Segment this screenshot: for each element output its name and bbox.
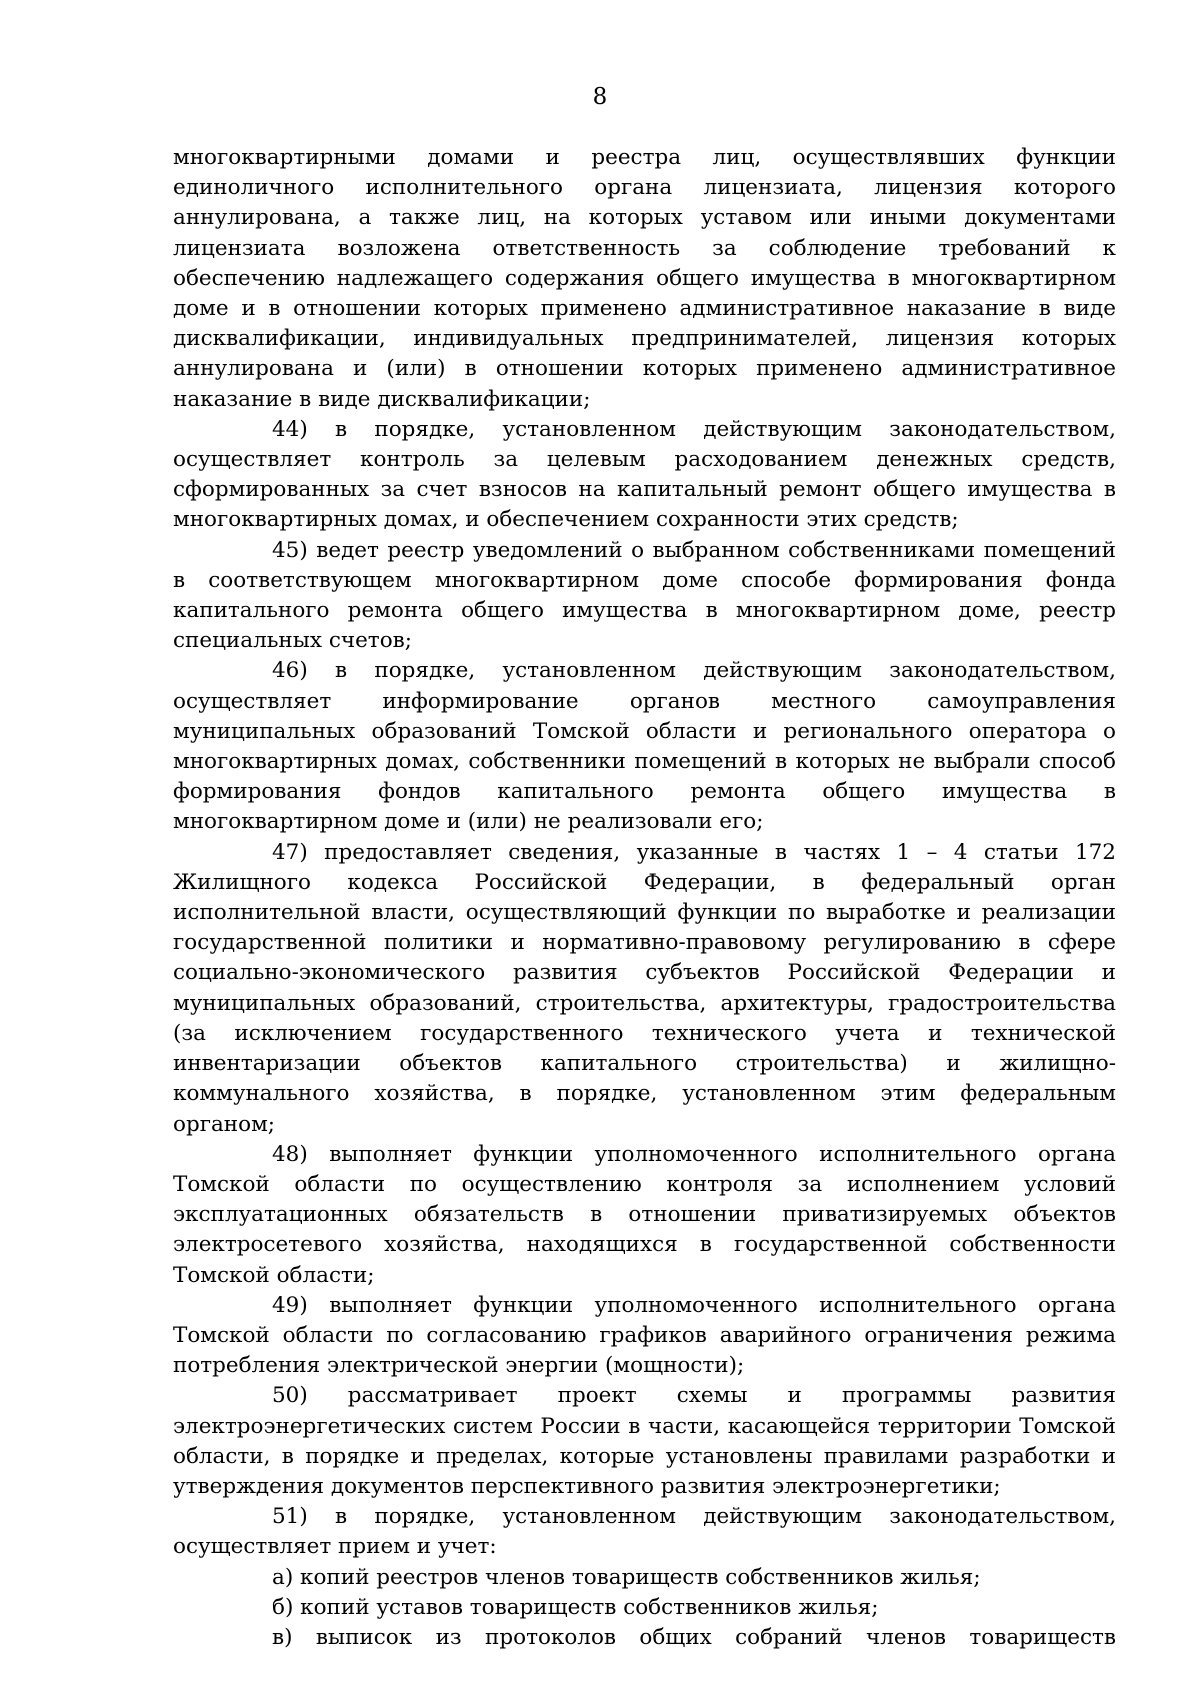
- paragraph-item-51: 51) в порядке, установленном действующим законодательством, осуществляет прием и учет:: [173, 1504, 1116, 1560]
- paragraph-item-46: 46) в порядке, установленном действующим законодательством, осуществляет информирование органов местного самоуправления муниципальных образований Томской области и регионального оператора о многоквартирных домах, собственники помещений в которых не выбрали способ формирования фондов капитального ремонта общего имущества в многоквартирном доме и (или) не реализовали его;: [173, 658, 1116, 835]
- paragraph-item-50: 50) рассматривает проект схемы и программы развития электроэнергетических систем России в части, касающейся территории Томской области, в порядке и пределах, которые установлены правилами разработки и утверждения документов перспективного развития электроэнергетики;: [173, 1383, 1116, 1499]
- paragraph-subitem-v: в) выписок из протоколов общих собраний членов товариществ: [272, 1624, 1116, 1650]
- paragraph-subitem-b: б) копий уставов товариществ собственников жилья;: [272, 1594, 879, 1620]
- paragraph-item-49: 49) выполняет функции уполномоченного исполнительного органа Томской области по согласованию графиков аварийного ограничения режима потребления электрической энергии (мощности);: [173, 1292, 1116, 1379]
- paragraph-continuation: многоквартирными домами и реестра лиц, осуществлявших функции единоличного исполнительного органа лицензиата, лицензия которого аннулирована, а также лиц, на которых уставом или иными документами лицензиата возложена ответственность за соблюдение требований к обеспечению надлежащего содержания общего имущества в многоквартирном доме и в отношении которых применено административное наказание в виде дисквалификации, индивидуальных предпринимателей, лицензия которых аннулирована и (или) в отношении которых применено административное наказание в виде дисквалификации;: [173, 145, 1116, 412]
- document-body: [173, 143, 1116, 1653]
- paragraph-subitem-a: а) копий реестров членов товариществ собственников жилья;: [272, 1564, 981, 1590]
- paragraph-item-47: 47) предоставляет сведения, указанные в частях 1 – 4 статьи 172 Жилищного кодекса Российской Федерации, в федеральный орган исполнительной власти, осуществляющий функции по выработке и реализации государственной политики и нормативно-правовому регулированию в сфере социально-экономического развития субъектов Российской Федерации и муниципальных образований, строительства, архитектуры, градостроительства (за исключением государственного технического учета и технической инвентаризации объектов капитального строительства) и жилищно-коммунального хозяйства, в порядке, установленном этим федеральным органом;: [173, 839, 1116, 1137]
- paragraph-item-44: 44) в порядке, установленном действующим законодательством, осуществляет контроль за целевым расходованием денежных средств, сформированных за счет взносов на капитальный ремонт общего имущества в многоквартирных домах, и обеспечением сохранности этих средств;: [173, 416, 1116, 533]
- paragraph-item-48: 48) выполняет функции уполномоченного исполнительного органа Томской области по осуществлению контроля за исполнением условий эксплуатационных обязательств в отношении приватизируемых объектов электросетевого хозяйства, находящихся в государственной собственности Томской области;: [173, 1141, 1116, 1288]
- paragraph-item-45: 45) ведет реестр уведомлений о выбранном собственниками помещений в соответствующем многоквартирном доме способе формирования фонда капитального ремонта общего имущества в многоквартирном доме, реестр специальных счетов;: [173, 537, 1116, 654]
- page-number: 8: [592, 84, 608, 110]
